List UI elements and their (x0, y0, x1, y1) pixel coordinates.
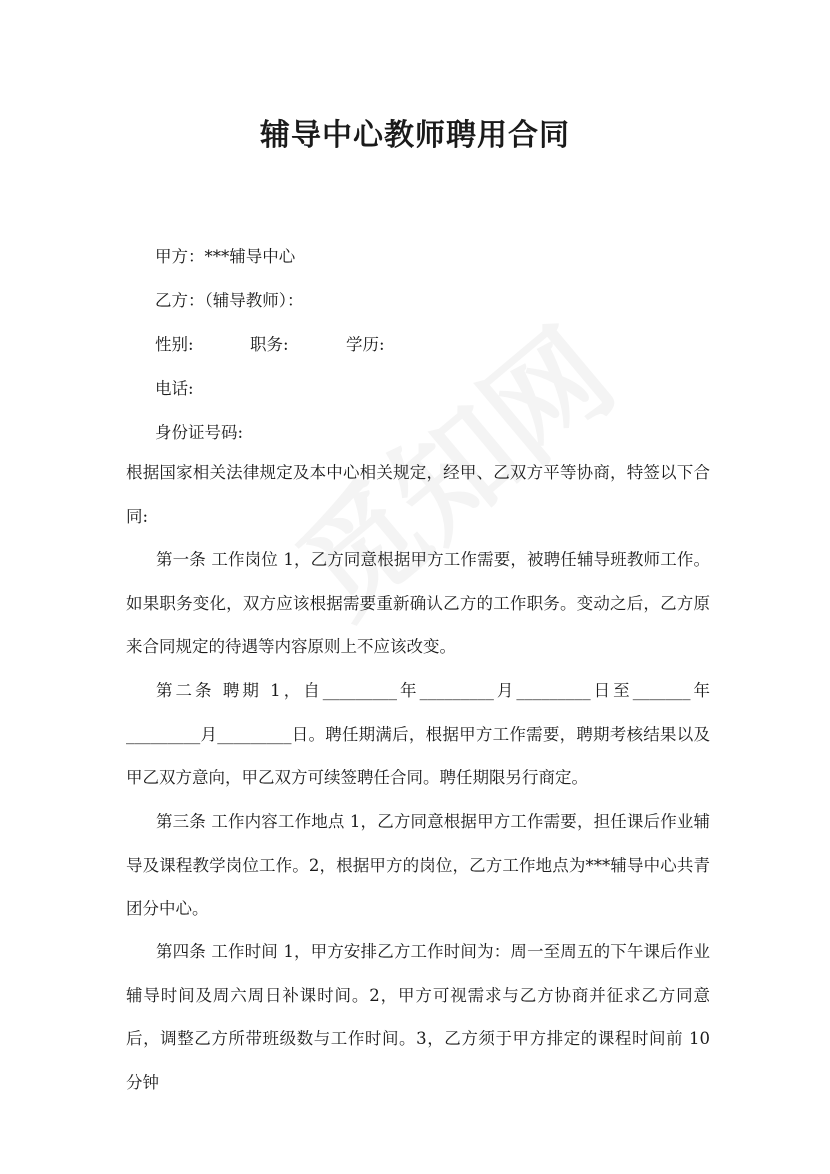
phone-label: 电话: (155, 379, 194, 398)
article-2: 第二条 聘期 1，自_________年_________月_________日至_______年_________月_________日。聘任期满后，根据甲方工作需要，聘期考核结果以及甲乙双方意向，甲乙双方可续签聘任合同。聘任期限另行商定。 (126, 681, 710, 787)
gender-label: 性别: (155, 335, 194, 354)
article-1: 第一条 工作岗位 1，乙方同意根据甲方工作需要，被聘任辅导班教师工作。如果职务变化，双方应该根据需要重新确认乙方的工作职务。变动之后，乙方原来合同规定的待遇等内容原则上不应该改变。 (126, 550, 710, 656)
party-b: 乙方：（辅导教师）： (155, 291, 304, 310)
education-label: 学历: (346, 335, 385, 354)
article-4: 第四条 工作时间 1，甲方安排乙方工作时间为：周一至周五的下午课后作业辅导时间及周六周日补课时间。2，甲方可视需求与乙方协商并征求乙方同意后，调整乙方所带班级数与工作时间。3，乙方须于甲方排定的课程时间前 10 分钟 (126, 942, 710, 1092)
id-number-label: 身份证号码: (155, 423, 244, 442)
party-a: 甲方：***辅导中心 (155, 247, 296, 266)
intro-paragraph: 根据国家相关法律规定及本中心相关规定，经甲、乙双方平等协商，特签以下合同: (126, 463, 710, 526)
position-label: 职务: (250, 335, 289, 354)
page-title: 辅导中心教师聘用合同 (260, 118, 570, 153)
article-3: 第三条 工作内容工作地点 1，乙方同意根据甲方工作需要，担任课后作业辅导及课程教学岗位工作。2，根据甲方的岗位，乙方工作地点为***辅导中心共青团分中心。 (126, 812, 710, 918)
